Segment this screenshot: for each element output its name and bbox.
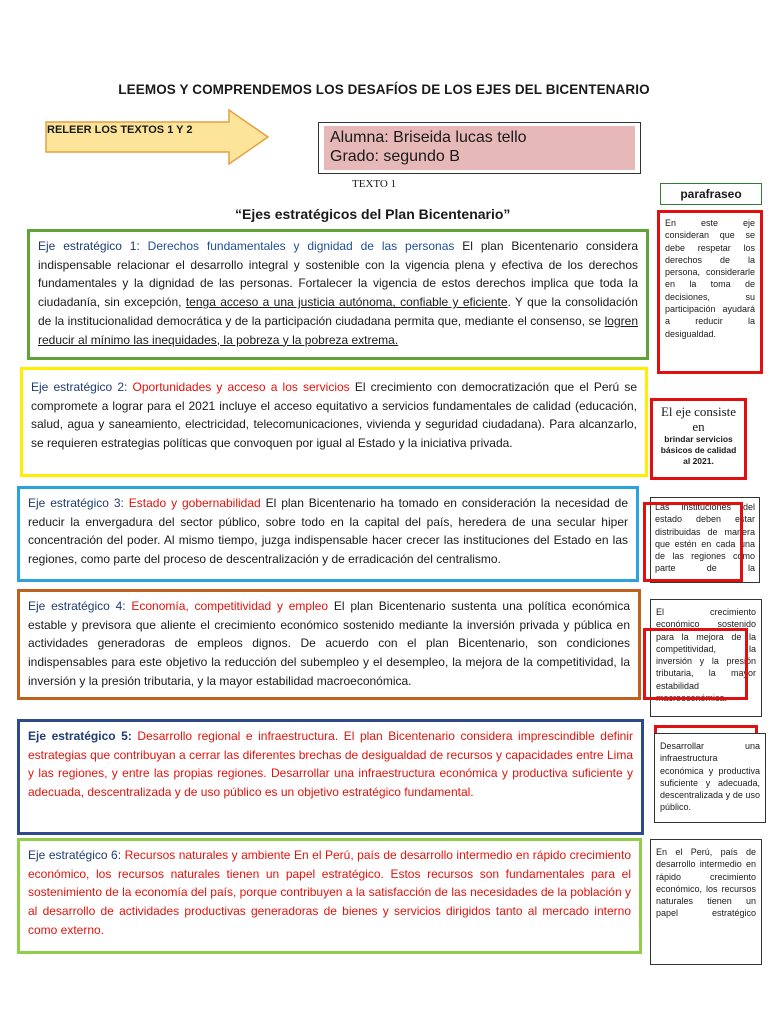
axis-box-1 — [27, 229, 649, 360]
axis-2-topic: Oportunidades y acceso a los servicios — [132, 380, 350, 394]
axis-3-body: El plan Bicentenario ha tomado en consideración la necesidad de reducir la envergadura del sector público, sobre todo en la capital del país, heredera de una secular hiper concentración del poder. Al mismo tiempo, juzga indispensable hacer crecer las instituciones del Estado en las regiones, como parte del proceso de descentralización y de erradicación del centralismo. — [28, 496, 629, 567]
axis-5-topic: Desarrollo regional e infraestructura. — [137, 729, 339, 743]
paraphrase-box-6 — [650, 839, 762, 965]
paraphrase-4-text: El crecimiento económico sostenido para la mejora de la competitividad, la inversión y la presión tributaria, la mayor estabilidad macroeconómica. — [656, 607, 756, 704]
axis-1-underline-b: logren reducir al mínimo las inequidades, la pobreza y la pobreza extrema. — [38, 313, 638, 347]
axis-1-topic: Derechos fundamentales y dignidad de las personas — [147, 239, 455, 253]
axis-4-topic: Economía, competitividad y empleo — [131, 599, 329, 613]
paraphrase-box-5 — [654, 733, 766, 823]
axis-1-text — [38, 237, 638, 349]
axis-6-text — [28, 846, 631, 940]
student-info-box — [318, 122, 641, 174]
text-label: TEXTO 1 — [352, 178, 397, 190]
axis-1-body-b: . Y que la consolidación de la institucionalidad democrática y de la participación ciudadana permita que, mediante el consenso, se — [38, 295, 638, 328]
axis-1-underline-a: tenga acceso a una justicia autónoma, confiable y eficiente — [185, 295, 508, 310]
highlight-box-4 — [643, 628, 748, 700]
axis-2-body: El crecimiento con democratización que el Perú se compromete a lograr para el 2021 incluye el acceso equitativo a servicios fundamentales de calidad (educación, salud, agua y saneamiento, electricidad, telecomunicaciones, vivienda y seguridad ciudadana). Para alcanzarlo, se requieren estrategias políticas que convoquen por igual al Estado y la iniciativa privada. — [31, 380, 638, 451]
student-name: Alumna: Briseida lucas tello — [330, 129, 527, 146]
axis-4-text — [28, 597, 630, 691]
axis-box-6 — [17, 838, 642, 954]
paraphrase-3-text: Las instituciones del estado deben estar distribuidas de manera que estén en cada una de las regiones como parte de la — [655, 502, 755, 574]
axis-5-label: Eje estratégico 5: — [28, 729, 132, 743]
paraphrase-1-text: En este eje consideran que se debe respetar los derechos de la persona, considerarle en la toma de decisiones, su participación ayudará a reducir la desigualdad. — [665, 218, 755, 339]
page-title: LEEMOS Y COMPRENDEMOS LOS DESAFÍOS DE LOS EJES DEL BICENTENARIO — [118, 82, 650, 97]
axis-6-label: Eje estratégico 6: — [28, 848, 122, 862]
axis-4-label: Eje estratégico 4: — [28, 599, 126, 613]
axis-box-5 — [17, 719, 644, 835]
axis-4-body: El plan Bicentenario sustenta una política económica estable y previsora que aliente el crecimiento económico sostenido mediante la inversión privada y pública en actividades generadoras de empleos dignos. De acuerdo con el plan Bicentenario, son condiciones indispensables para este objetivo la reducción del subempleo y el desempleo, la mejora de la competitividad, la inversión y la presión tributaria, y la mayor estabilidad macroeconómica. — [28, 599, 631, 688]
paraphrase-box-2 — [650, 398, 747, 480]
axis-5-text — [28, 727, 633, 802]
axis-3-topic: Estado y gobernabilidad — [128, 496, 261, 510]
axis-3-text — [28, 494, 628, 569]
axis-1-body-a: El plan Bicentenario considera indispensable relacionar el desarrollo integral y sostenible con la vigencia plena y efectiva de los derechos fundamentales y la dignidad de las personas. Fortalecer la vigencia de estos derechos implica que toda la ciudadanía, sin excepción, — [38, 239, 638, 310]
axis-2-label: Eje estratégico 2: — [31, 380, 128, 394]
document-title: “Ejes estratégicos del Plan Bicentenario” — [235, 206, 511, 222]
axis-box-2 — [20, 367, 648, 477]
axis-2-text — [31, 378, 637, 453]
axis-box-3 — [17, 486, 639, 582]
arrow-shape — [44, 108, 270, 166]
axis-6-topic: Recursos naturales y ambiente — [124, 848, 291, 862]
paraphrase-2-big: El eje consiste en — [660, 404, 737, 434]
paraphrase-header: parafraseo — [660, 183, 762, 205]
paraphrase-2-small: brindar servicios básicos de calidad al 2021. — [660, 434, 737, 466]
paraphrase-6-text: En el Perú, país de desarrollo intermedio en rápido crecimiento económico, los recursos naturales tienen un papel estratégico — [656, 847, 756, 919]
axis-3-label: Eje estratégico 3: — [28, 496, 124, 510]
student-grade: Grado: segundo B — [330, 148, 460, 165]
axis-5-body: El plan Bicentenario considera imprescindible definir estrategias que contribuyan a cerrar las diferentes brechas de desigualdad de recursos y capacidades entre Lima y las regiones, y entre las propias regiones. Desarrollar una infraestructura económica y productiva suficiente y adecuada, descentralizada y de uso público es un objetivo estratégico fundamental. — [28, 729, 633, 800]
paraphrase-5-text: Desarrollar una infraestructura económica y productiva suficiente y adecuada, descentralizada y de uso público. — [660, 741, 760, 813]
arrow-label: RELEER LOS TEXTOS 1 Y 2 — [47, 124, 193, 136]
axis-6-body: En el Perú, país de desarrollo intermedio en rápido crecimiento económico, los recursos naturales tienen un papel estratégico. Estos recursos son fundamentales para el sostenimiento de la economía del país, porque contribuyen a la satisfacción de las necesidades de la población y al desarrollo de actividades productivas generadoras de bienes y servicios dirigidos tanto al mercado interno como externo. — [28, 848, 631, 937]
highlight-box-3 — [643, 502, 743, 582]
student-info-fill — [324, 126, 635, 170]
paraphrase-box-1 — [657, 210, 763, 374]
axis-1-label: Eje estratégico 1: — [38, 239, 140, 253]
axis-box-4 — [17, 589, 641, 700]
